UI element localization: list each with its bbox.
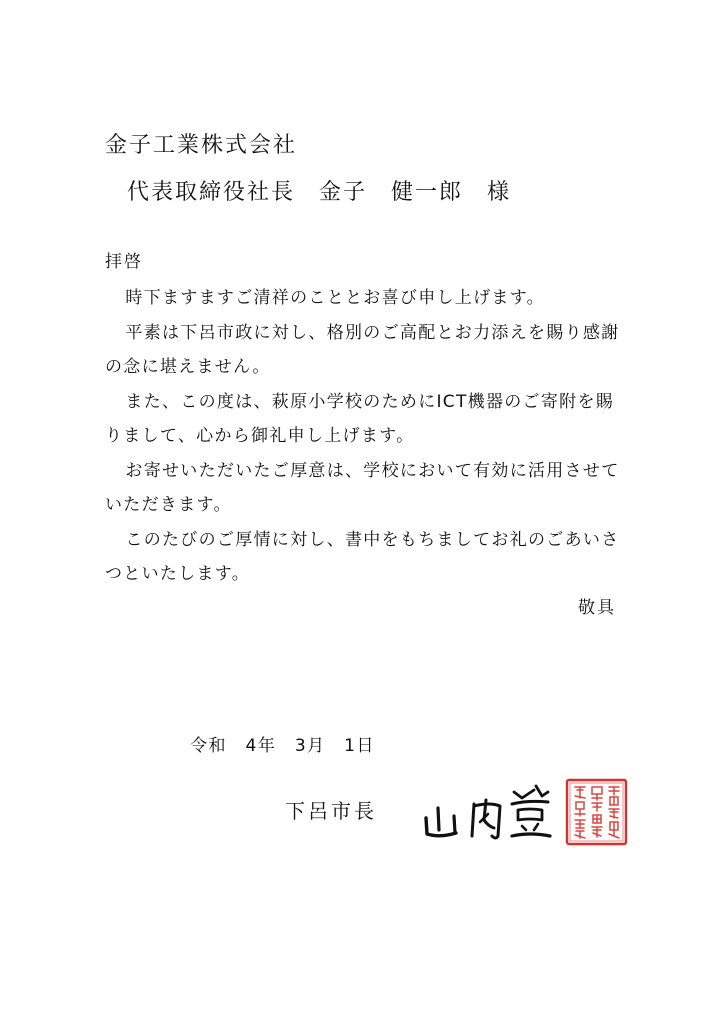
paragraph-thanks-support: 平素は下呂市政に対し、格別のご高配とお力添えを賜り感謝の念に堪えません。 [105, 322, 620, 377]
addressee-company: 金子工業株式会社 [105, 133, 298, 158]
paragraph-donation-thanks: また、この度は、萩原小学校のためにICT機器のご寄附を賜りまして、心から御礼申し上げます。 [105, 391, 615, 446]
paragraph-greeting: 時下ますますご清祥のこととお喜び申し上げます。 [125, 288, 545, 308]
addressee-person: 代表取締役社長 金子 健一郎 様 [127, 180, 512, 205]
letter-body [105, 281, 625, 592]
official-seal-stamp [565, 778, 628, 846]
paragraph-closing-remark: このたびのご厚情に対し、書中をもちましてお礼のごあいさつといたします。 [105, 529, 620, 584]
letter-date: 令和 4年 3月 1日 [190, 736, 375, 756]
opening-salutation: 拝啓 [105, 252, 143, 272]
signer-title: 下呂市長 [285, 799, 377, 823]
closing-salutation: 敬具 [578, 598, 616, 618]
handwritten-signature [418, 778, 554, 844]
paragraph-usage: お寄せいただいたご厚意は、学校において有効に活用させていただきます。 [105, 460, 620, 515]
